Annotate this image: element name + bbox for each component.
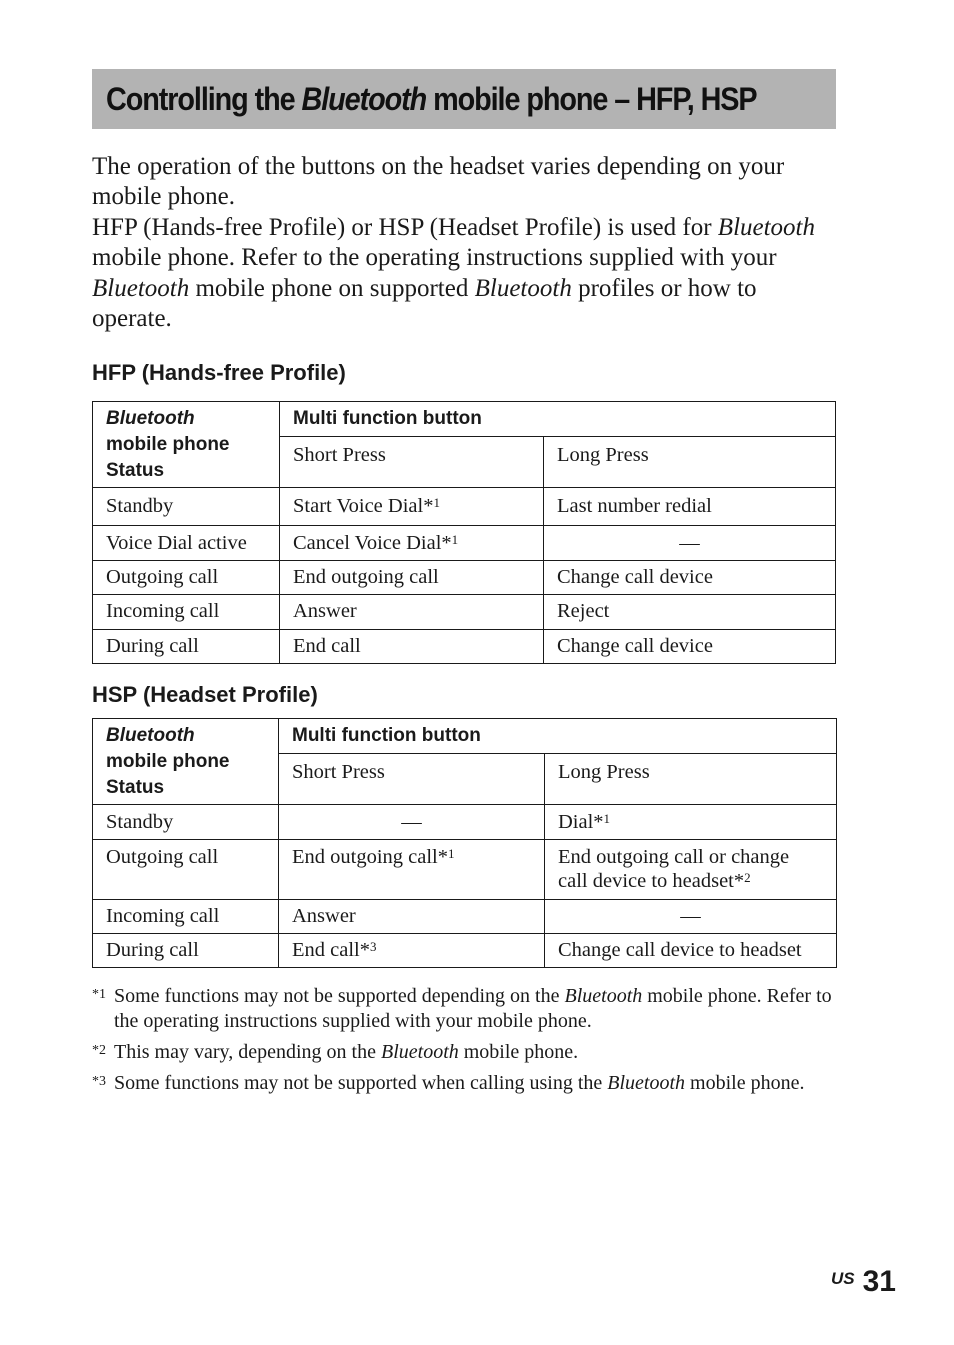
region-code: US xyxy=(831,1269,855,1288)
status-cell: Outgoing call xyxy=(93,840,279,900)
short-press-cell: Cancel Voice Dial*$^1$ xyxy=(280,526,544,561)
long-press-cell: Last number redial xyxy=(544,488,836,526)
long-press-cell: Reject xyxy=(544,595,836,630)
table-row xyxy=(93,840,837,900)
footnote-mark: *2 xyxy=(92,1043,106,1058)
hsp-long-header: Long Press xyxy=(545,754,837,805)
footnote-mark: *1 xyxy=(92,987,106,1002)
hfp-long-header: Long Press xyxy=(544,437,836,488)
hfp-short-header: Short Press xyxy=(280,437,544,488)
status-cell: Incoming call xyxy=(93,900,279,934)
long-press-cell: Dial*$^1$ xyxy=(545,805,837,840)
table-row xyxy=(93,805,837,840)
long-press-cell: End outgoing call or change call device to headset*$^2$ xyxy=(545,840,837,900)
hsp-heading: HSP (Headset Profile) xyxy=(92,682,318,707)
status-cell: Standby xyxy=(93,805,279,840)
short-press-cell: End outgoing call*$^1$ xyxy=(279,840,545,900)
status-cell: Incoming call xyxy=(93,595,280,630)
table-row xyxy=(93,488,836,526)
table-row xyxy=(93,900,837,934)
hfp-table xyxy=(92,401,836,664)
footnote-mark: *3 xyxy=(92,1074,106,1089)
table-row xyxy=(93,561,836,595)
page-number-value: 31 xyxy=(862,1265,896,1298)
page-title: Controlling the Bluetooth mobile phone – HFP, HSP xyxy=(106,81,757,117)
table-row xyxy=(93,934,837,968)
intro-text xyxy=(92,152,842,334)
hsp-short-header: Short Press xyxy=(279,754,545,805)
table-row xyxy=(93,630,836,664)
status-cell: Standby xyxy=(93,488,280,526)
footnotes xyxy=(92,984,832,1102)
hfp-heading: HFP (Hands-free Profile) xyxy=(92,360,346,385)
short-press-cell: Answer xyxy=(280,595,544,630)
long-press-cell: — xyxy=(545,900,837,934)
status-cell: Outgoing call xyxy=(93,561,280,595)
hsp-table xyxy=(92,718,837,968)
short-press-cell: End call xyxy=(280,630,544,664)
footnote: *1 Some functions may not be supported depending on the Bluetooth mobile phone. Refer to the operating instructions supplied with your mobile phone. xyxy=(92,984,832,1034)
table-row xyxy=(93,595,836,630)
hfp-button-header: Multi function button xyxy=(280,402,836,437)
short-press-cell: — xyxy=(279,805,545,840)
short-press-cell: Start Voice Dial*$^1$ xyxy=(280,488,544,526)
status-cell: During call xyxy=(93,630,280,664)
table-row xyxy=(93,526,836,561)
intro-paragraph-1: The operation of the buttons on the headset varies depending on your mobile phone. xyxy=(92,153,785,211)
status-cell: Voice Dial active xyxy=(93,526,280,561)
long-press-cell: Change call device xyxy=(544,561,836,595)
long-press-cell: Change call device xyxy=(544,630,836,664)
short-press-cell: Answer xyxy=(279,900,545,934)
status-cell: During call xyxy=(93,934,279,968)
short-press-cell: End outgoing call xyxy=(280,561,544,595)
footnote: *2 This may vary, depending on the Bluetooth mobile phone. xyxy=(92,1040,832,1065)
hsp-button-header: Multi function button xyxy=(279,719,837,754)
hsp-status-header: Bluetooth mobile phone Status xyxy=(93,719,279,805)
short-press-cell: End call*$^3$ xyxy=(279,934,545,968)
hfp-status-header: Bluetooth mobile phone Status xyxy=(93,402,280,488)
long-press-cell: Change call device to headset xyxy=(545,934,837,968)
long-press-cell: — xyxy=(544,526,836,561)
footnote: *3 Some functions may not be supported when calling using the Bluetooth mobile phone. xyxy=(92,1071,832,1096)
page-number xyxy=(831,1265,896,1299)
intro-paragraph-2: HFP (Hands-free Profile) or HSP (Headset Profile) is used for Bluetooth mobile phone. Refer to the operating instructions supplied with your Bluetooth mobile phone on supported Bluetooth profiles or how to operate. xyxy=(92,213,816,333)
